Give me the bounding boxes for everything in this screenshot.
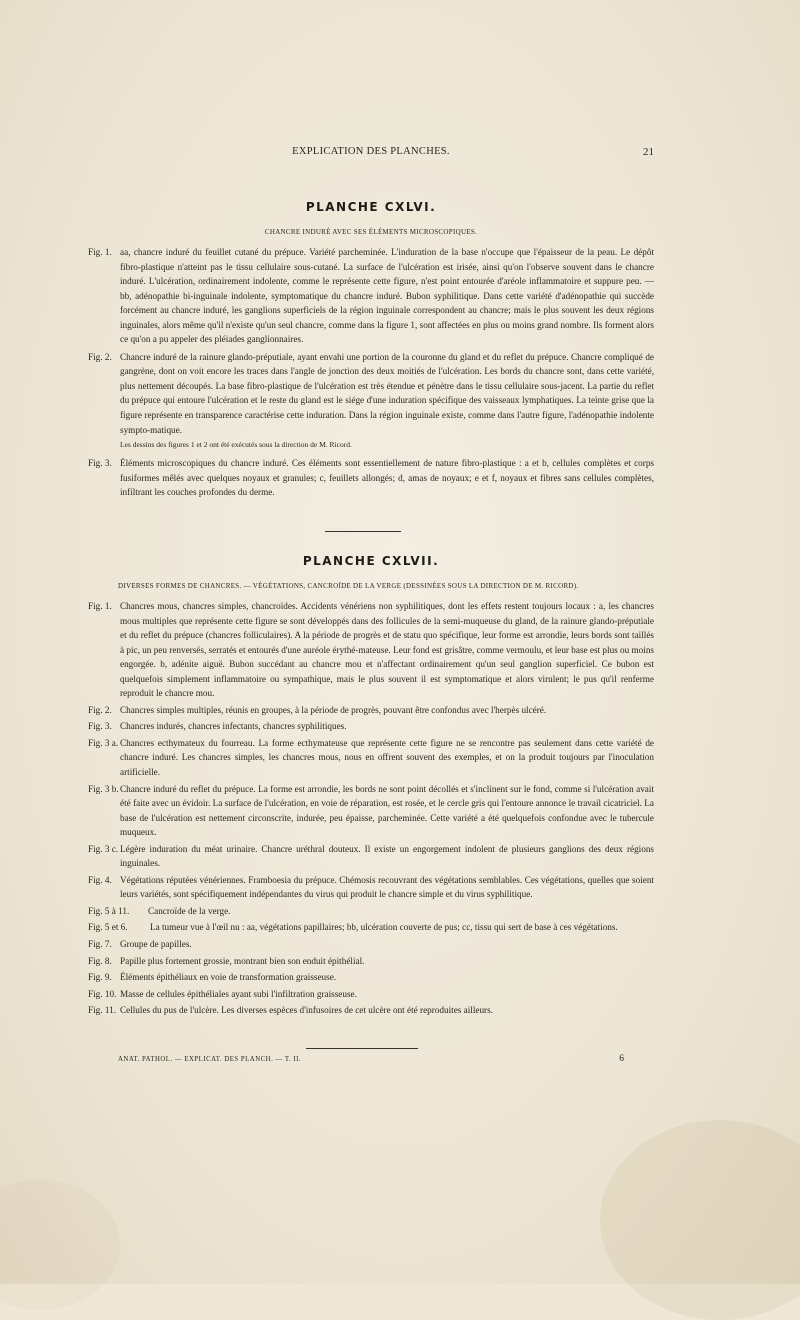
plate-147-title: PLANCHE CXLVII. [302, 554, 440, 568]
figure-label: Fig. 7. [88, 939, 112, 950]
figure-text: Chancre induré de la rainure glando-préputiale, ayant envahi une portion de la couronne du gland et du reflet du prépuce. Chancre compliqué de gangrène, dont on voit encore les traces dans l'angle de jonction des deux moitiés de l'ulcération. Les bords du chancre sont, dans cette variété, plus nettement découpés. La base fibro-plastique de l'ulcération est très étendue et pénètre dans le tissu cellulaire sous-jacent. La partie du reflet du prépuce qui entoure l'ulcération et le reste du gland est le siége d'une induration spécifique des vaisseaux lymphatiques. La teinte grise que la figure représente en transparence caractérise cette induration. Dans la région inguinale existe, comme dans l'autre figure, l'adénopathie indolente sympto-matique. [120, 351, 654, 435]
plate-146-subtitle: CHANCRE INDURÉ AVEC SES ÉLÉMENTS MICROSCOPIQUES. [264, 228, 478, 236]
figure-label: Fig. 5 à 11. [88, 905, 130, 916]
footer-divider [306, 1048, 418, 1049]
figure-label: Fig. 3 a. [88, 737, 119, 748]
figure-entry [88, 599, 654, 701]
page-number: 21 [643, 146, 654, 158]
figure-label: Fig. 11. [88, 1005, 116, 1016]
running-title: EXPLICATION DES PLANCHES. [292, 146, 450, 157]
figure-text: Chancre induré du reflet du prépuce. La forme est arrondie, les bords ne sont point décollés et s'inclinent sur le fond, comme si l'ulcération avait été faite avec un évidoir. La surface de l'ulcération, en voie de réparation, est rosée, et le cercle gris qui l'entoure annonce le travail cicatriciel. La base de l'ulcération est nettement circonscrite, indurée, peu épaisse, parcheminée. Cette variété a été quelquefois confondue avec le tubercule muqueux. [120, 783, 654, 838]
paper-stain [0, 1180, 120, 1310]
figure-note: Les dessins des figures 1 et 2 ont été exécutés sous la direction de M. Ricord. [120, 440, 352, 450]
figure-label: Fig. 2. [88, 351, 112, 362]
figure-entry [88, 736, 654, 780]
section-divider [325, 531, 401, 532]
figure-text: Végétations réputées vénériennes. Framboesia du prépuce. Chémosis recouvrant des végétations semblables. Ces végétations, quelles que soient leurs variétés, sont spécifiquement indépendantes du virus qui produit le chancre simple et du virus syphilitique. [120, 874, 654, 900]
paper-stain [600, 1120, 800, 1320]
figure-entry [88, 954, 654, 969]
figure-text: Groupe de papilles. [120, 939, 192, 950]
figure-entry [88, 920, 654, 935]
figure-entry [88, 719, 654, 734]
figure-entry [88, 937, 654, 952]
figure-label: Fig. 3. [88, 458, 112, 469]
figure-text: Masse de cellules épithéliales ayant subi l'infiltration graisseuse. [120, 988, 357, 999]
figure-entry [88, 842, 654, 871]
plate-147-figures [88, 599, 654, 1018]
figure-text: Chancres mous, chancres simples, chancroïdes. Accidents vénériens non syphilitiques, dont les effets restent toujours locaux : a, les chancres mous multiples que représente cette figure se sont développés dans des follicules de la semi-muqueuse du gland, de la rainure glando-préputiale et du reflet du prépuce (chancres folliculaires). A la période de progrès et de statu quo spécifique, leur forme est arrondie, leurs bords sont taillés à pic, un peu renversés, serratés et entourés d'une auréole érythé-mateuse. Leur fond est grisâtre, comme vermoulu, et leur base est plus ou moins engorgée. b, adénite aiguë. Bubon succédant au chancre mou et n'affectant ordinairement qu'un seul ganglion superficiel. Ce bubon est quelquefois simplement inflammatoire ou sympathique, mais le plus souvent il est symptomatique et alors virulent; le pus qu'il renferme reproduit le chancre mou. [120, 601, 654, 699]
figure-text: Légère induration du méat urinaire. Chancre uréthral douteux. Il existe un engorgement indolent de plusieurs ganglions des deux régions inguinales. [120, 843, 654, 869]
figure-text: Chancres ecthymateux du fourreau. La forme ecthymateuse que représente cette figure ne se rencontre pas seulement dans cette variété de chancre induré. Les chancres simples, les chancres mous, nous en offrent souvent des exemples, et on la produit toujours par l'inoculation artificielle. [120, 737, 654, 778]
footer-sheet-number: 6 [619, 1054, 624, 1064]
plate-147-subtitle: DIVERSES FORMES DE CHANCRES. — VÉGÉTATIONS, CANCROÏDE DE LA VERGE (DESSINÉES SOUS LA DIRECTION DE M. RICORD). [118, 582, 579, 590]
figure-entry [88, 703, 654, 718]
figure-entry [88, 456, 654, 500]
figure-entry [88, 873, 654, 902]
figure-label: Fig. 4. [88, 874, 112, 885]
figure-text: aa, chancre induré du feuillet cutané du prépuce. Variété parcheminée. L'induration de la base n'occupe que l'épaisseur de la peau. Le dépôt fibro-plastique n'atteint pas le tissu cellulaire sous-cutané. La surface de l'ulcération est irisée, ainsi qu'on l'observe souvent dans le chancre induré. L'ulcération, ordinairement indolente, comme le représente cette figure, n'est point entourée d'aréole inflammatoire et suppure peu. — bb, adénopathie bi-inguinale indolente, symptomatique du chancre induré. Bubon syphilitique. Dans cette variété d'adénopathie qui succède forcément au chancre induré, les ganglions superficiels de la région inguinale correspondent au chancre; mais le plus souvent les deux régions inguinales, alors même qu'il n'existe qu'un seul chancre, comme dans la figure 1, sont affectées en plus ou moins grand nombre. Ils forment alors ce qu'on a pu appeler des pléiades ganglionnaires. [120, 247, 654, 345]
figure-text: Éléments épithéliaux en voie de transformation graisseuse. [120, 972, 337, 983]
figure-entry [88, 782, 654, 840]
figure-label: Fig. 9. [88, 972, 112, 983]
figure-text: Éléments microscopiques du chancre induré. Ces éléments sont essentiellement de nature fibro-plastique : a et b, cellules complètes et corps fusiformes mêlés avec quelques noyaux et granules; c, feuillets allongés; d, amas de noyaux; e et f, noyaux et fibres sans cellules complètes, infiltrant les couches profondes du derme. [120, 458, 654, 498]
figure-entry [88, 245, 654, 347]
figure-entry [88, 987, 654, 1002]
figure-label: Fig. 5 et 6. [88, 922, 128, 933]
figure-label: Fig. 10. [88, 988, 117, 999]
figure-entry [88, 350, 654, 451]
figure-label: Fig. 1. [88, 601, 112, 611]
figure-label: Fig. 3. [88, 721, 112, 732]
figure-entry [88, 904, 654, 919]
figure-label: Fig. 3 b. [88, 783, 119, 794]
figure-label: Fig. 8. [88, 955, 112, 966]
figure-text: Chancres simples multiples, réunis en groupes, à la période de progrès, pouvant être confondus avec l'herpès ulcéré. [120, 704, 547, 715]
figure-text: Chancres indurés, chancres infectants, chancres syphilitiques. [120, 721, 347, 732]
figure-text: La tumeur vue à l'œil nu : aa, végétations papillaires; bb, ulcération couverte de pus; cc, tissu qui sert de base à ces végétations. [150, 922, 618, 933]
figure-entry [88, 970, 654, 985]
plate-146-figures [88, 245, 654, 500]
figure-label: Fig. 1. [88, 247, 112, 257]
figure-entry [88, 1003, 654, 1018]
figure-label: Fig. 2. [88, 704, 112, 715]
figure-text: Papille plus fortement grossie, montrant bien son enduit épithélial. [120, 955, 365, 966]
page-footer [88, 1056, 654, 1070]
figure-text: Cancroïde de la verge. [148, 905, 231, 916]
figure-label: Fig. 3 c. [88, 843, 119, 854]
running-header [88, 146, 654, 162]
plate-146-title: PLANCHE CXLVI. [305, 200, 437, 214]
figure-text: Cellules du pus de l'ulcère. Les diverses espèces d'infusoires de cet ulcère ont été reproduites ailleurs. [120, 1005, 493, 1016]
footer-signature: ANAT. PATHOL. — EXPLICAT. DES PLANCH. — T. II. [118, 1056, 302, 1063]
